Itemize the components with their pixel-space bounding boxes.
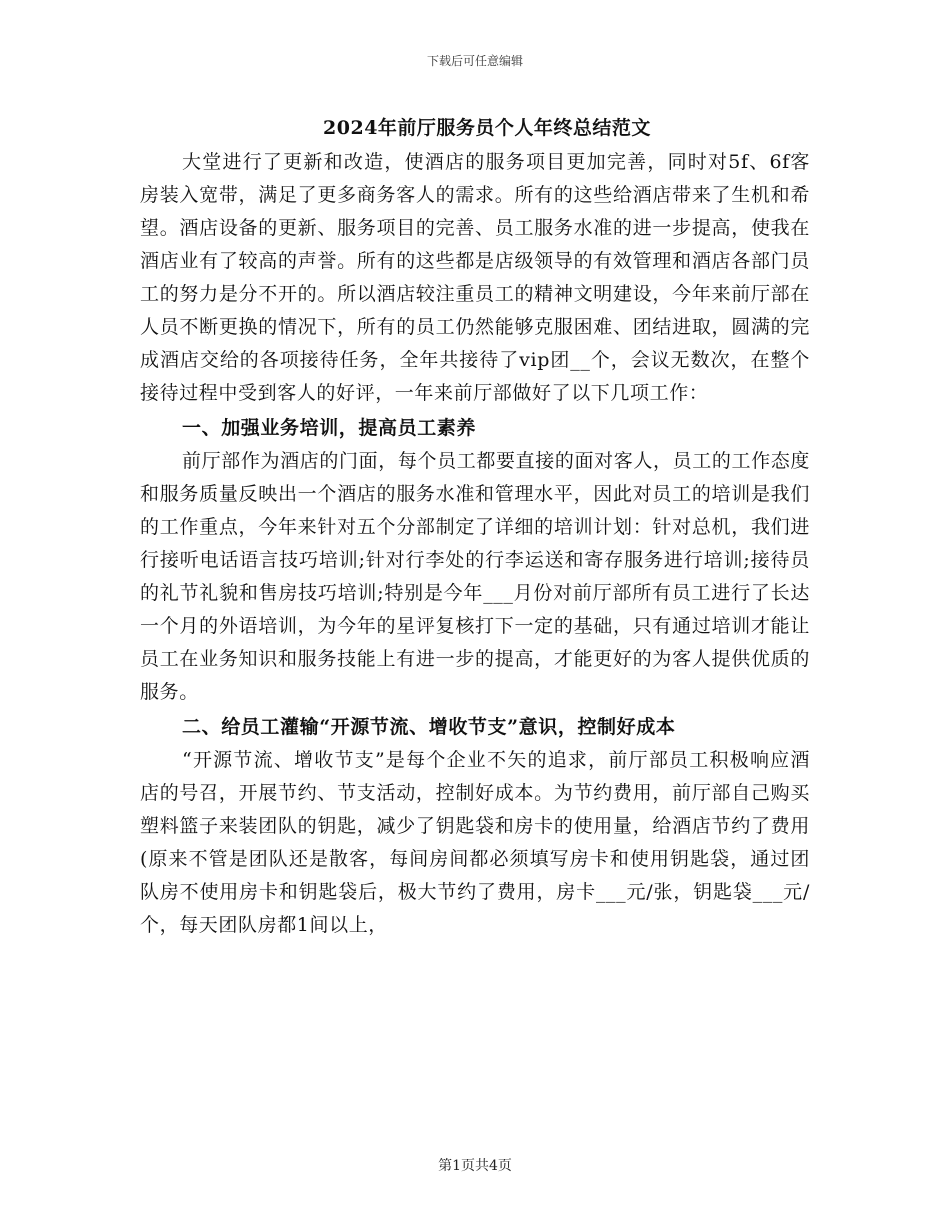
paragraph-intro: 大堂进行了更新和改造，使酒店的服务项目更加完善，同时对5f、6f客房装入宽带，满足了更多商务客人的需求。所有的这些给酒店带来了生机和希望。酒店设备的更新、服务项目的完善、员工服务水准的进一步提高，使我在酒店业有了较高的声誉。所有的这些都是店级领导的有效管理和酒店各部门员工的努力是分不开的。所以酒店较注重员工的精神文明建设，今年来前厅部在人员不断更换的情况下，所有的员工仍然能够克服困难、团结进取，圆满的完成酒店交给的各项接待任务，全年共接待了vip团__个，会议无数次，在整个接待过程中受到客人的好评，一年来前厅部做好了以下几项工作： bbox=[140, 151, 810, 404]
paragraph-training: 前厅部作为酒店的门面，每个员工都要直接的面对客人，员工的工作态度和服务质量反映出一个酒店的服务水准和管理水平，因此对员工的培训是我们的工作重点，今年来针对五个分部制定了详细的培训计划：针对总机，我们进行接听电话语言技巧培训;针对行李处的行李运送和寄存服务进行培训;接待员的礼节礼貌和售房技巧培训;特别是今年___月份对前厅部所有员工进行了长达一个月的外语培训，为今年的星评复核打下一定的基础，只有通过培训才能让员工在业务知识和服务技能上有进一步的提高，才能更好的为客人提供优质的服务。 bbox=[140, 450, 810, 703]
document-title: 2024年前厅服务员个人年终总结范文 bbox=[323, 117, 651, 139]
section-heading-1: 一、加强业务培训，提高员工素养 bbox=[182, 417, 477, 439]
page-footer: 第1页共4页 bbox=[438, 1158, 512, 1174]
document-body bbox=[140, 113, 810, 942]
section-heading-2: 二、给员工灌输“开源节流、增收节支”意识，控制好成本 bbox=[182, 716, 676, 738]
page-header: 下载后可任意编辑 bbox=[426, 54, 523, 68]
paragraph-cost-control: “开源节流、增收节支”是每个企业不矢的追求，前厅部员工积极响应酒店的号召，开展节约、节支活动，控制好成本。为节约费用，前厅部自己购买塑料篮子来装团队的钥匙，减少了钥匙袋和房卡的使用量，给酒店节约了费用(原来不管是团队还是散客，每间房间都必须填写房卡和使用钥匙袋，通过团队房不使用房卡和钥匙袋后，极大节约了费用，房卡___元/张，钥匙袋___元/个，每天团队房都1间以上， bbox=[140, 749, 810, 936]
